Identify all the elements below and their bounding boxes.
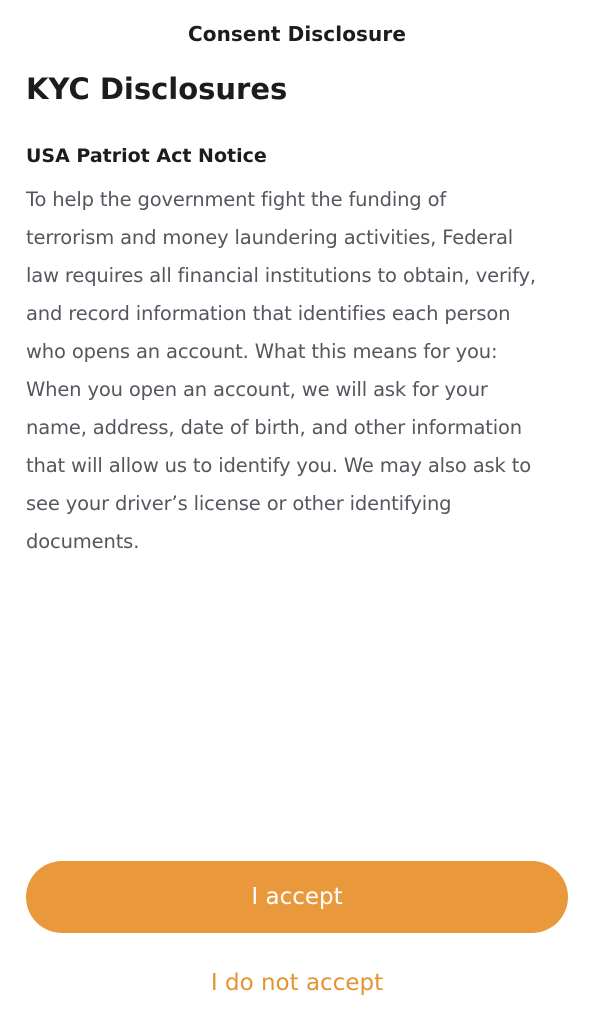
notice-line: that will allow us to identify you. We may also ask to <box>26 454 532 477</box>
notice-line: law requires all financial institutions to obtain, verify, <box>26 264 536 287</box>
notice-line: terrorism and money laundering activities, Federal <box>26 226 514 249</box>
notice-body <box>26 181 571 561</box>
notice-line: To help the government fight the funding of <box>26 188 447 211</box>
section-heading: USA Patriot Act Notice <box>26 145 267 167</box>
notice-line: see your driver’s license or other identifying <box>26 492 452 515</box>
notice-line: When you open an account, we will ask for your <box>26 378 488 401</box>
notice-line: documents. <box>26 530 140 553</box>
decline-button[interactable]: I do not accept <box>0 970 594 996</box>
page-title: KYC Disclosures <box>26 72 288 106</box>
notice-line: name, address, date of birth, and other information <box>26 416 523 439</box>
nav-title: Consent Disclosure <box>187 22 407 46</box>
notice-line: who opens an account. What this means for you: <box>26 340 498 363</box>
accept-button[interactable]: I accept <box>26 861 568 933</box>
notice-line: and record information that identifies each person <box>26 302 511 325</box>
